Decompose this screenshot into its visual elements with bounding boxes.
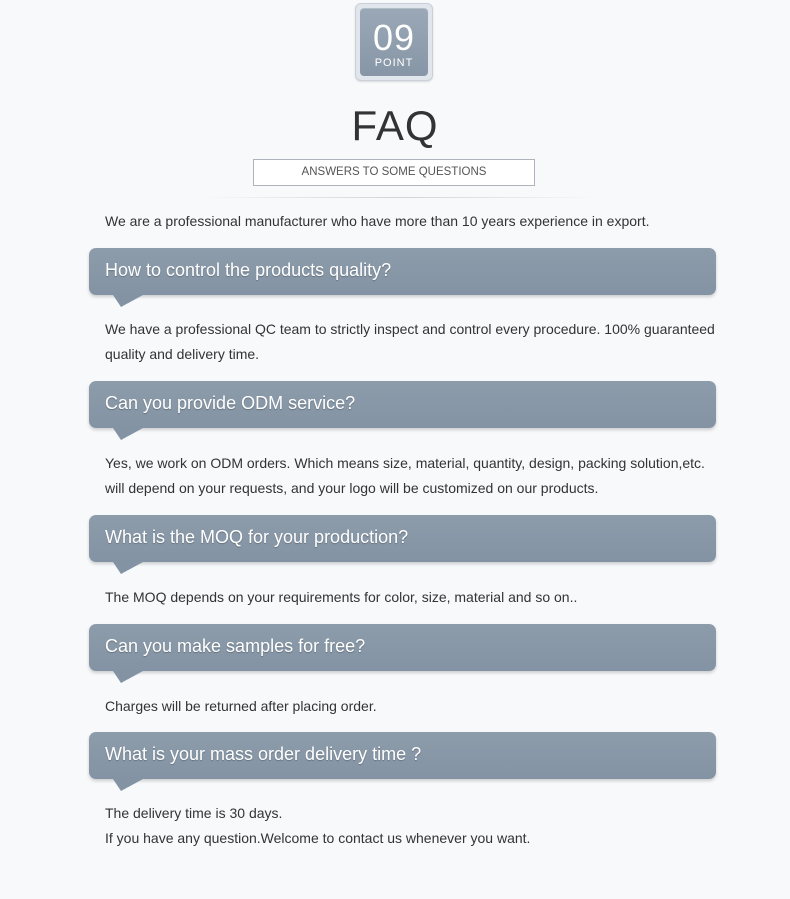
point-badge-inner: [360, 8, 428, 76]
faq-answer-1-line-2: quality and delivery time.: [105, 346, 260, 362]
faq-question-1-text: How to control the products quality?: [105, 260, 392, 280]
faq-question-5: [89, 732, 716, 779]
page-subtitle: ANSWERS TO SOME QUESTIONS: [253, 159, 535, 186]
faq-question-3-text: What is the MOQ for your production?: [105, 527, 409, 547]
faq-question-5-text: What is your mass order delivery time ?: [105, 744, 422, 764]
faq-question-3: [89, 515, 716, 562]
point-number: 09: [372, 17, 416, 58]
point-label: POINT: [374, 57, 414, 69]
faq-answer-1: [105, 317, 745, 367]
faq-answer-2-line-2: will depend on your requests, and your logo will be customized on our products.: [105, 480, 599, 496]
page-title: FAQ: [351, 102, 439, 149]
faq-question-1: [89, 248, 716, 295]
faq-answer-5-line-1: The delivery time is 30 days.: [105, 805, 283, 821]
faq-answer-1-line-1: We have a professional QC team to strictly inspect and control every procedure. 100% guaranteed: [105, 321, 715, 337]
faq-answer-3-line-1: The MOQ depends on your requirements for color, size, material and so on..: [105, 589, 578, 605]
faq-question-2-text: Can you provide ODM service?: [105, 393, 356, 413]
faq-answer-4: [105, 694, 745, 719]
intro-text: We are a professional manufacturer who have more than 10 years experience in export.: [105, 213, 650, 229]
faq-question-4: [89, 624, 716, 671]
point-badge: [355, 3, 433, 81]
faq-question-2: [89, 381, 716, 428]
faq-answer-4-line-1: Charges will be returned after placing order.: [105, 698, 377, 714]
faq-answer-5-line-2: If you have any question.Welcome to contact us whenever you want.: [105, 830, 531, 846]
faq-answer-2: [105, 451, 745, 501]
faq-answer-5: [105, 801, 745, 851]
faq-question-4-text: Can you make samples for free?: [105, 636, 366, 656]
divider: [200, 197, 600, 198]
faq-answer-2-line-1: Yes, we work on ODM orders. Which means size, material, quantity, design, packing solution,etc.: [105, 455, 705, 471]
faq-answer-3: [105, 585, 745, 610]
